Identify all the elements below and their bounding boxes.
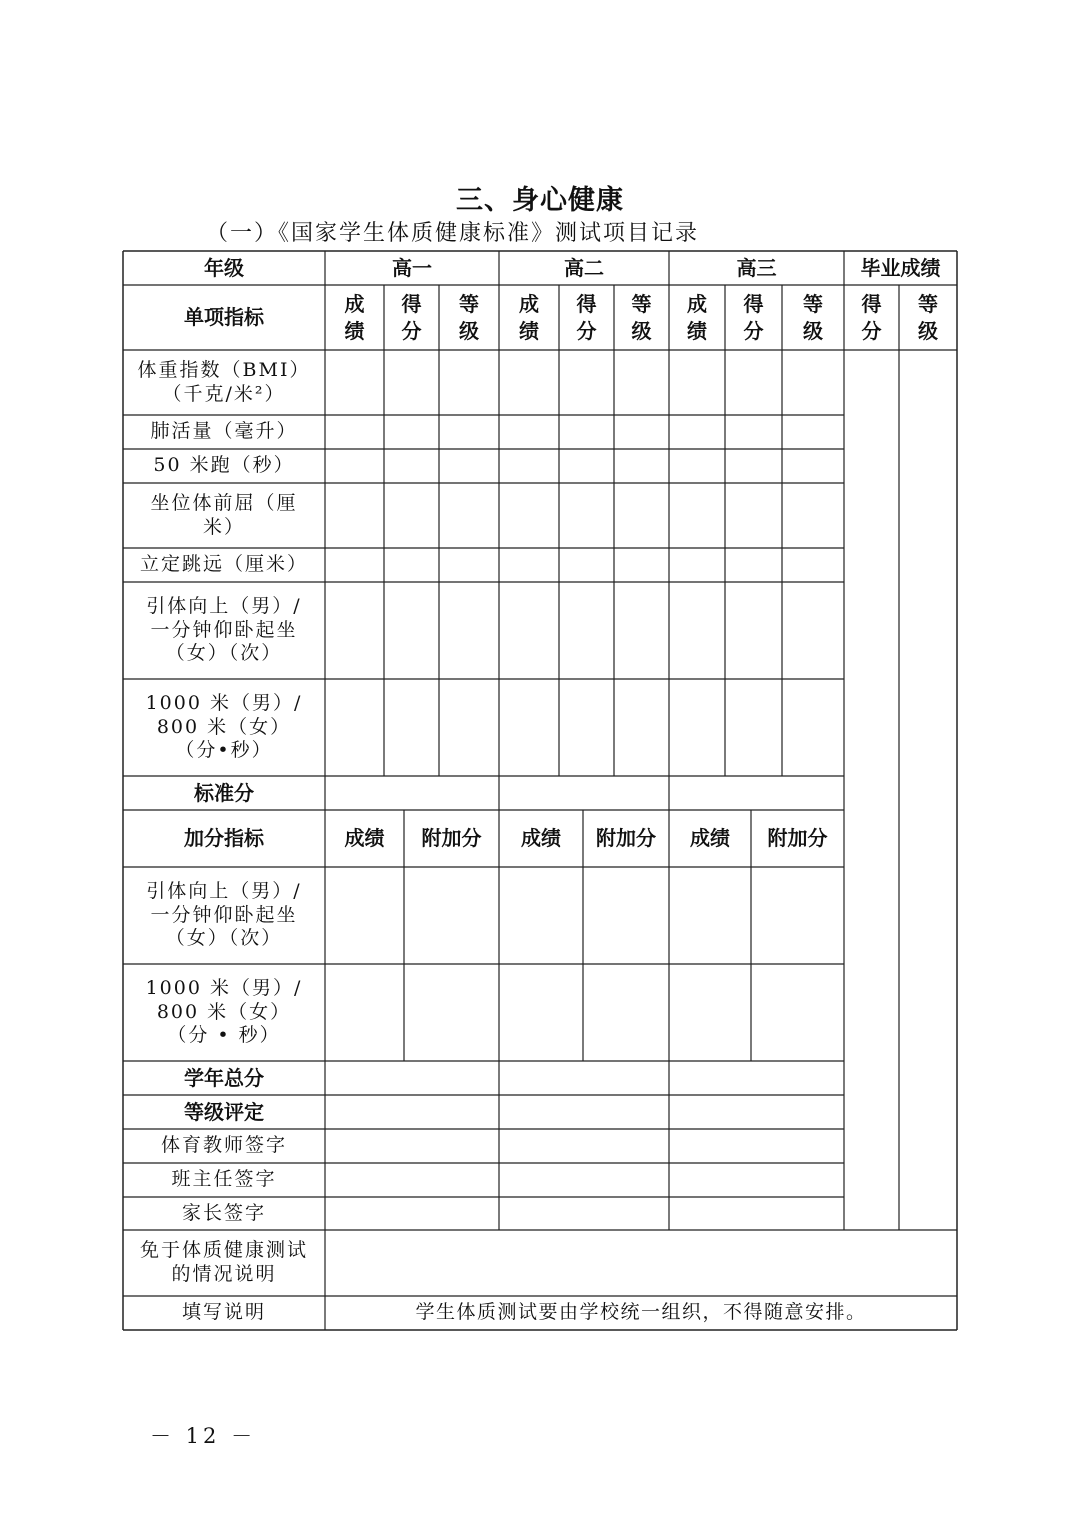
item-bmi: 体重指数（BMI） （千克/米²） bbox=[137, 358, 311, 405]
exemption-label: 免于体质健康测试 的情况说明 bbox=[139, 1239, 308, 1285]
grade-2-level-header: 等 级 bbox=[631, 291, 652, 343]
grade-2-score-header: 成 绩 bbox=[519, 291, 539, 343]
bonus-item-long-run: 1000 米（男）/ 800 米（女） （分 • 秒） bbox=[145, 976, 303, 1047]
grade-1-level-header: 等 级 bbox=[459, 291, 479, 343]
grade-3-level-header: 等 级 bbox=[803, 291, 823, 343]
grade-1-points-header: 得 分 bbox=[401, 291, 422, 343]
item-long-run: 1000 米（男）/ 800 米（女） （分•秒） bbox=[145, 691, 303, 762]
item-vital-capacity: 肺活量（毫升） bbox=[150, 420, 298, 443]
grade-1-score-header: 成 绩 bbox=[344, 291, 365, 343]
bonus-index-header: 加分指标 bbox=[184, 826, 264, 850]
graduation-points-header: 得 分 bbox=[861, 291, 882, 343]
grade-3-header: 高三 bbox=[736, 255, 777, 280]
grade-3-points-header: 得 分 bbox=[743, 291, 764, 343]
item-pullup-situp: 引体向上（男）/ 一分钟仰卧起坐 （女）（次） bbox=[146, 594, 302, 665]
level-rating-label: 等级评定 bbox=[184, 1099, 264, 1124]
parent-sign-label: 家长签字 bbox=[181, 1201, 266, 1224]
bonus-1-extra-header: 附加分 bbox=[421, 826, 482, 850]
item-standing-jump: 立定跳远（厘米） bbox=[139, 553, 308, 576]
bonus-3-score-header: 成绩 bbox=[690, 826, 730, 850]
grade-2-header: 高二 bbox=[564, 255, 604, 280]
instructions-label: 填写说明 bbox=[181, 1301, 266, 1324]
bonus-2-score-header: 成绩 bbox=[521, 826, 561, 850]
grade-3-score-header: 成 绩 bbox=[687, 291, 707, 343]
bonus-1-score-header: 成绩 bbox=[344, 826, 385, 850]
instructions-text: 学生体质测试要由学校统一组织，不得随意安排。 bbox=[415, 1301, 867, 1324]
section-title: 三、身心健康 bbox=[456, 185, 624, 216]
annual-total-label: 学年总分 bbox=[184, 1065, 264, 1090]
subsection-title: （一）《国家学生体质健康标准》测试项目记录 bbox=[206, 221, 700, 246]
item-sit-and-reach: 坐位体前屈（厘 米） bbox=[150, 491, 298, 538]
single-index-header: 单项指标 bbox=[184, 305, 264, 329]
bonus-2-extra-header: 附加分 bbox=[596, 826, 656, 850]
grade-2-points-header: 得 分 bbox=[576, 291, 597, 343]
pe-teacher-sign-label: 体育教师签字 bbox=[160, 1134, 287, 1157]
item-50m-run: 50 米跑（秒） bbox=[153, 454, 295, 477]
grade-1-header: 高一 bbox=[392, 255, 432, 280]
bonus-item-pullup-situp: 引体向上（男）/ 一分钟仰卧起坐 （女）（次） bbox=[146, 879, 302, 950]
head-teacher-sign-label: 班主任签字 bbox=[171, 1168, 277, 1191]
standard-score-label: 标准分 bbox=[194, 780, 254, 805]
page-number: － 12 － bbox=[150, 1424, 257, 1448]
bonus-3-extra-header: 附加分 bbox=[767, 826, 828, 850]
grade-header: 年级 bbox=[204, 255, 244, 280]
graduation-header: 毕业成绩 bbox=[860, 255, 941, 280]
graduation-level-header: 等 级 bbox=[918, 291, 938, 343]
